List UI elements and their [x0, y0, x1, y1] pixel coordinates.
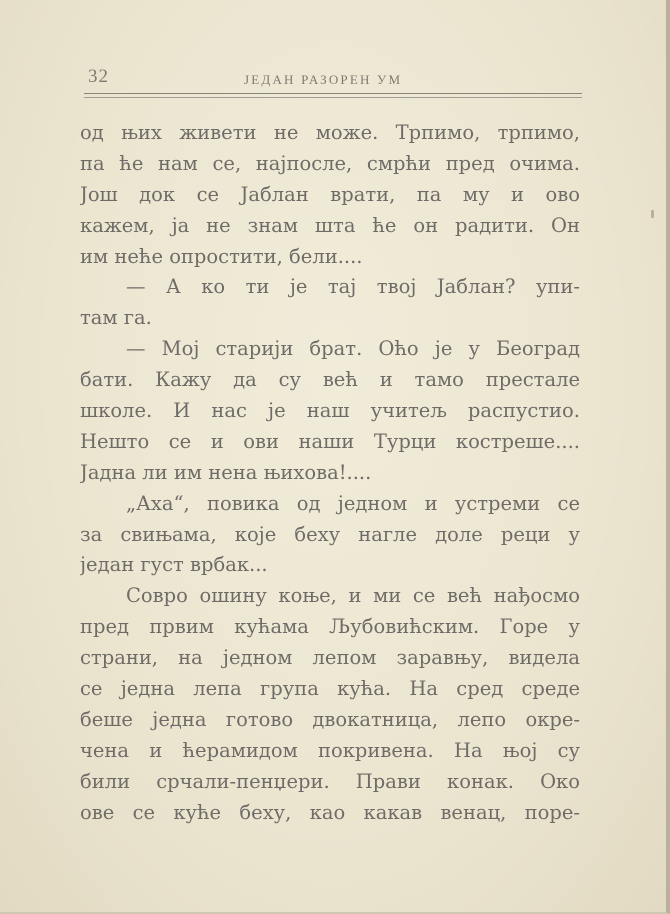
- page-edge-mark: [651, 210, 654, 218]
- text-line: кажем, ја не знам шта ће он радити. Он: [80, 213, 580, 237]
- header-rule: [84, 93, 582, 94]
- text-line: — А ко ти је тај твој Јаблан? упи-: [126, 275, 580, 299]
- text-line: пред првим кућама Љубовићским. Горе у: [80, 615, 580, 639]
- text-line: један густ врбак...: [80, 553, 268, 577]
- text-line: Јадна ли им нена њихова!....: [80, 460, 372, 484]
- text-line: там га.: [80, 306, 152, 330]
- text-line: бати. Кажу да су већ и тамо престале: [80, 368, 580, 392]
- text-line: Нешто се и ови наши Турци костреше....: [80, 429, 580, 453]
- page-number: 32: [88, 66, 109, 87]
- text-line: „Аха“, повика од једном и устреми се: [126, 491, 580, 515]
- text-line: од њих живети не може. Трпимо, трпимо,: [80, 121, 580, 144]
- text-line: школе. И нас је наш учитељ распустио.: [80, 399, 580, 423]
- text-line: ове се куће беху, као какав венац, поре-: [80, 800, 580, 824]
- text-line: за свињама, које беху нагле доле реци у: [80, 522, 580, 546]
- text-line: Још док се Јаблан врати, па му и ово: [80, 182, 580, 206]
- text-line: беше једна готово двокатница, лепо окре-: [80, 707, 580, 731]
- text-line: им неће опростити, бели....: [80, 244, 363, 268]
- text-line: се једна лепа група кућа. На сред среде: [80, 677, 580, 701]
- text-line: — Мој старији брат. Оћо је у Београд: [126, 337, 580, 361]
- text-line: страни, на једном лепом заравњу, видела: [80, 646, 580, 670]
- text-line: чена и ћерамидом покривена. На њој су: [80, 738, 580, 762]
- running-title: ЈЕДАН РАЗОРЕН УМ: [244, 72, 403, 87]
- text-line: па ће нам се, најпосле, смрћи пред очима.: [80, 151, 580, 175]
- text-line: Совро ошину коње, и ми се већ нађосмо: [126, 584, 580, 608]
- text-line: били срчали-пенџери. Прави конак. Око: [80, 769, 580, 793]
- page-header: [84, 66, 582, 92]
- body-text: [80, 118, 580, 828]
- header-rule-thin: [84, 97, 582, 98]
